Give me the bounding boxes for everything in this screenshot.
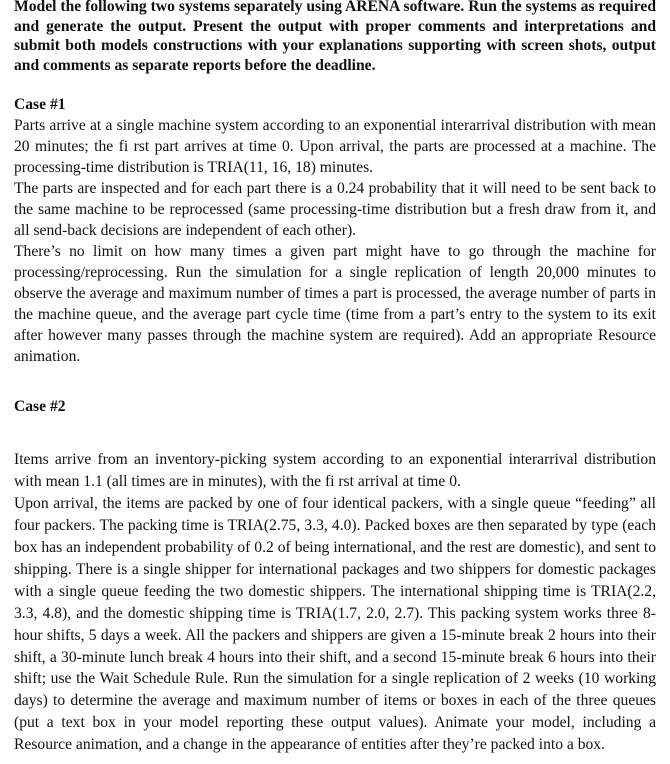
case-1-heading: Case #1 [14, 96, 66, 114]
case-1-paragraph: Parts arrive at a single machine system according to an exponential interarrival distribution with mean 20 minutes; the fi rst part arrives at time 0. Upon arrival, the parts are processed at a machine. The processing-time distribution is TRIA(11, 16, 18) minutes. [14, 117, 656, 177]
case-1-body [14, 115, 656, 367]
case-1-paragraph: There’s no limit on how many times a given part might have to go through the machine for processing/reprocessing. Run the simulation for a single replication of length 20,000 minutes to observe the average and maximum number of times a part is processed, the average number of parts in the machine queue, and the average part cycle time (time from a part’s entry to the system to its exit after however many passes through the machine system are required). Add an appropriate Resource animation. [14, 243, 656, 366]
case-1-paragraph: The parts are inspected and for each part there is a 0.24 probability that it will need to be sent back to the same machine to be reprocessed (same processing-time distribution but a fresh draw from it, and all send-back decisions are independent of each other). [14, 180, 656, 240]
case-2-paragraph: Items arrive from an inventory-picking system according to an exponential interarrival distribution with mean 1.1 (all times are in minutes), with the fi rst arrival at time 0. [14, 451, 656, 491]
case-2-heading: Case #2 [14, 398, 66, 416]
case-2-paragraph: Upon arrival, the items are packed by one of four identical packers, with a single queue “feeding” all four packers. The packing time is TRIA(2.75, 3.3, 4.0). Packed boxes are then separated by type (each box has an independent probability of 0.2 of being international, and the rest are domestic), and sent to shipping. There is a single shipper for international packages and two shippers for domestic packages with a single queue feeding the two domestic shippers. The international shipping time is TRIA(2.2, 3.3, 4.8), and the domestic shipping time is TRIA(1.7, 2.0, 2.7). This packing system works three 8-hour shifts, 5 days a week. All the packers and shippers are given a 15-minute break 2 hours into their shift, a 30-minute lunch break 4 hours into their shift, and a second 15-minute break 6 hours into their shift; use the Wait Schedule Rule. Run the simulation for a single replication of 2 weeks (10 working days) to determine the average and maximum number of items or boxes in each of the three queues (put a text box in your model reporting these output values). Animate your model, including a Resource animation, and a change in the appearance of entities after they’re packed into a box. [14, 495, 656, 754]
assignment-instructions: Model the following two systems separately using ARENA software. Run the systems as required and generate the output. Present the output with proper comments and interpretations and submit both models constructions with your explanations supporting with screen shots, output and comments as separate reports before the deadline. [14, 0, 656, 74]
case-2-body [14, 449, 656, 756]
